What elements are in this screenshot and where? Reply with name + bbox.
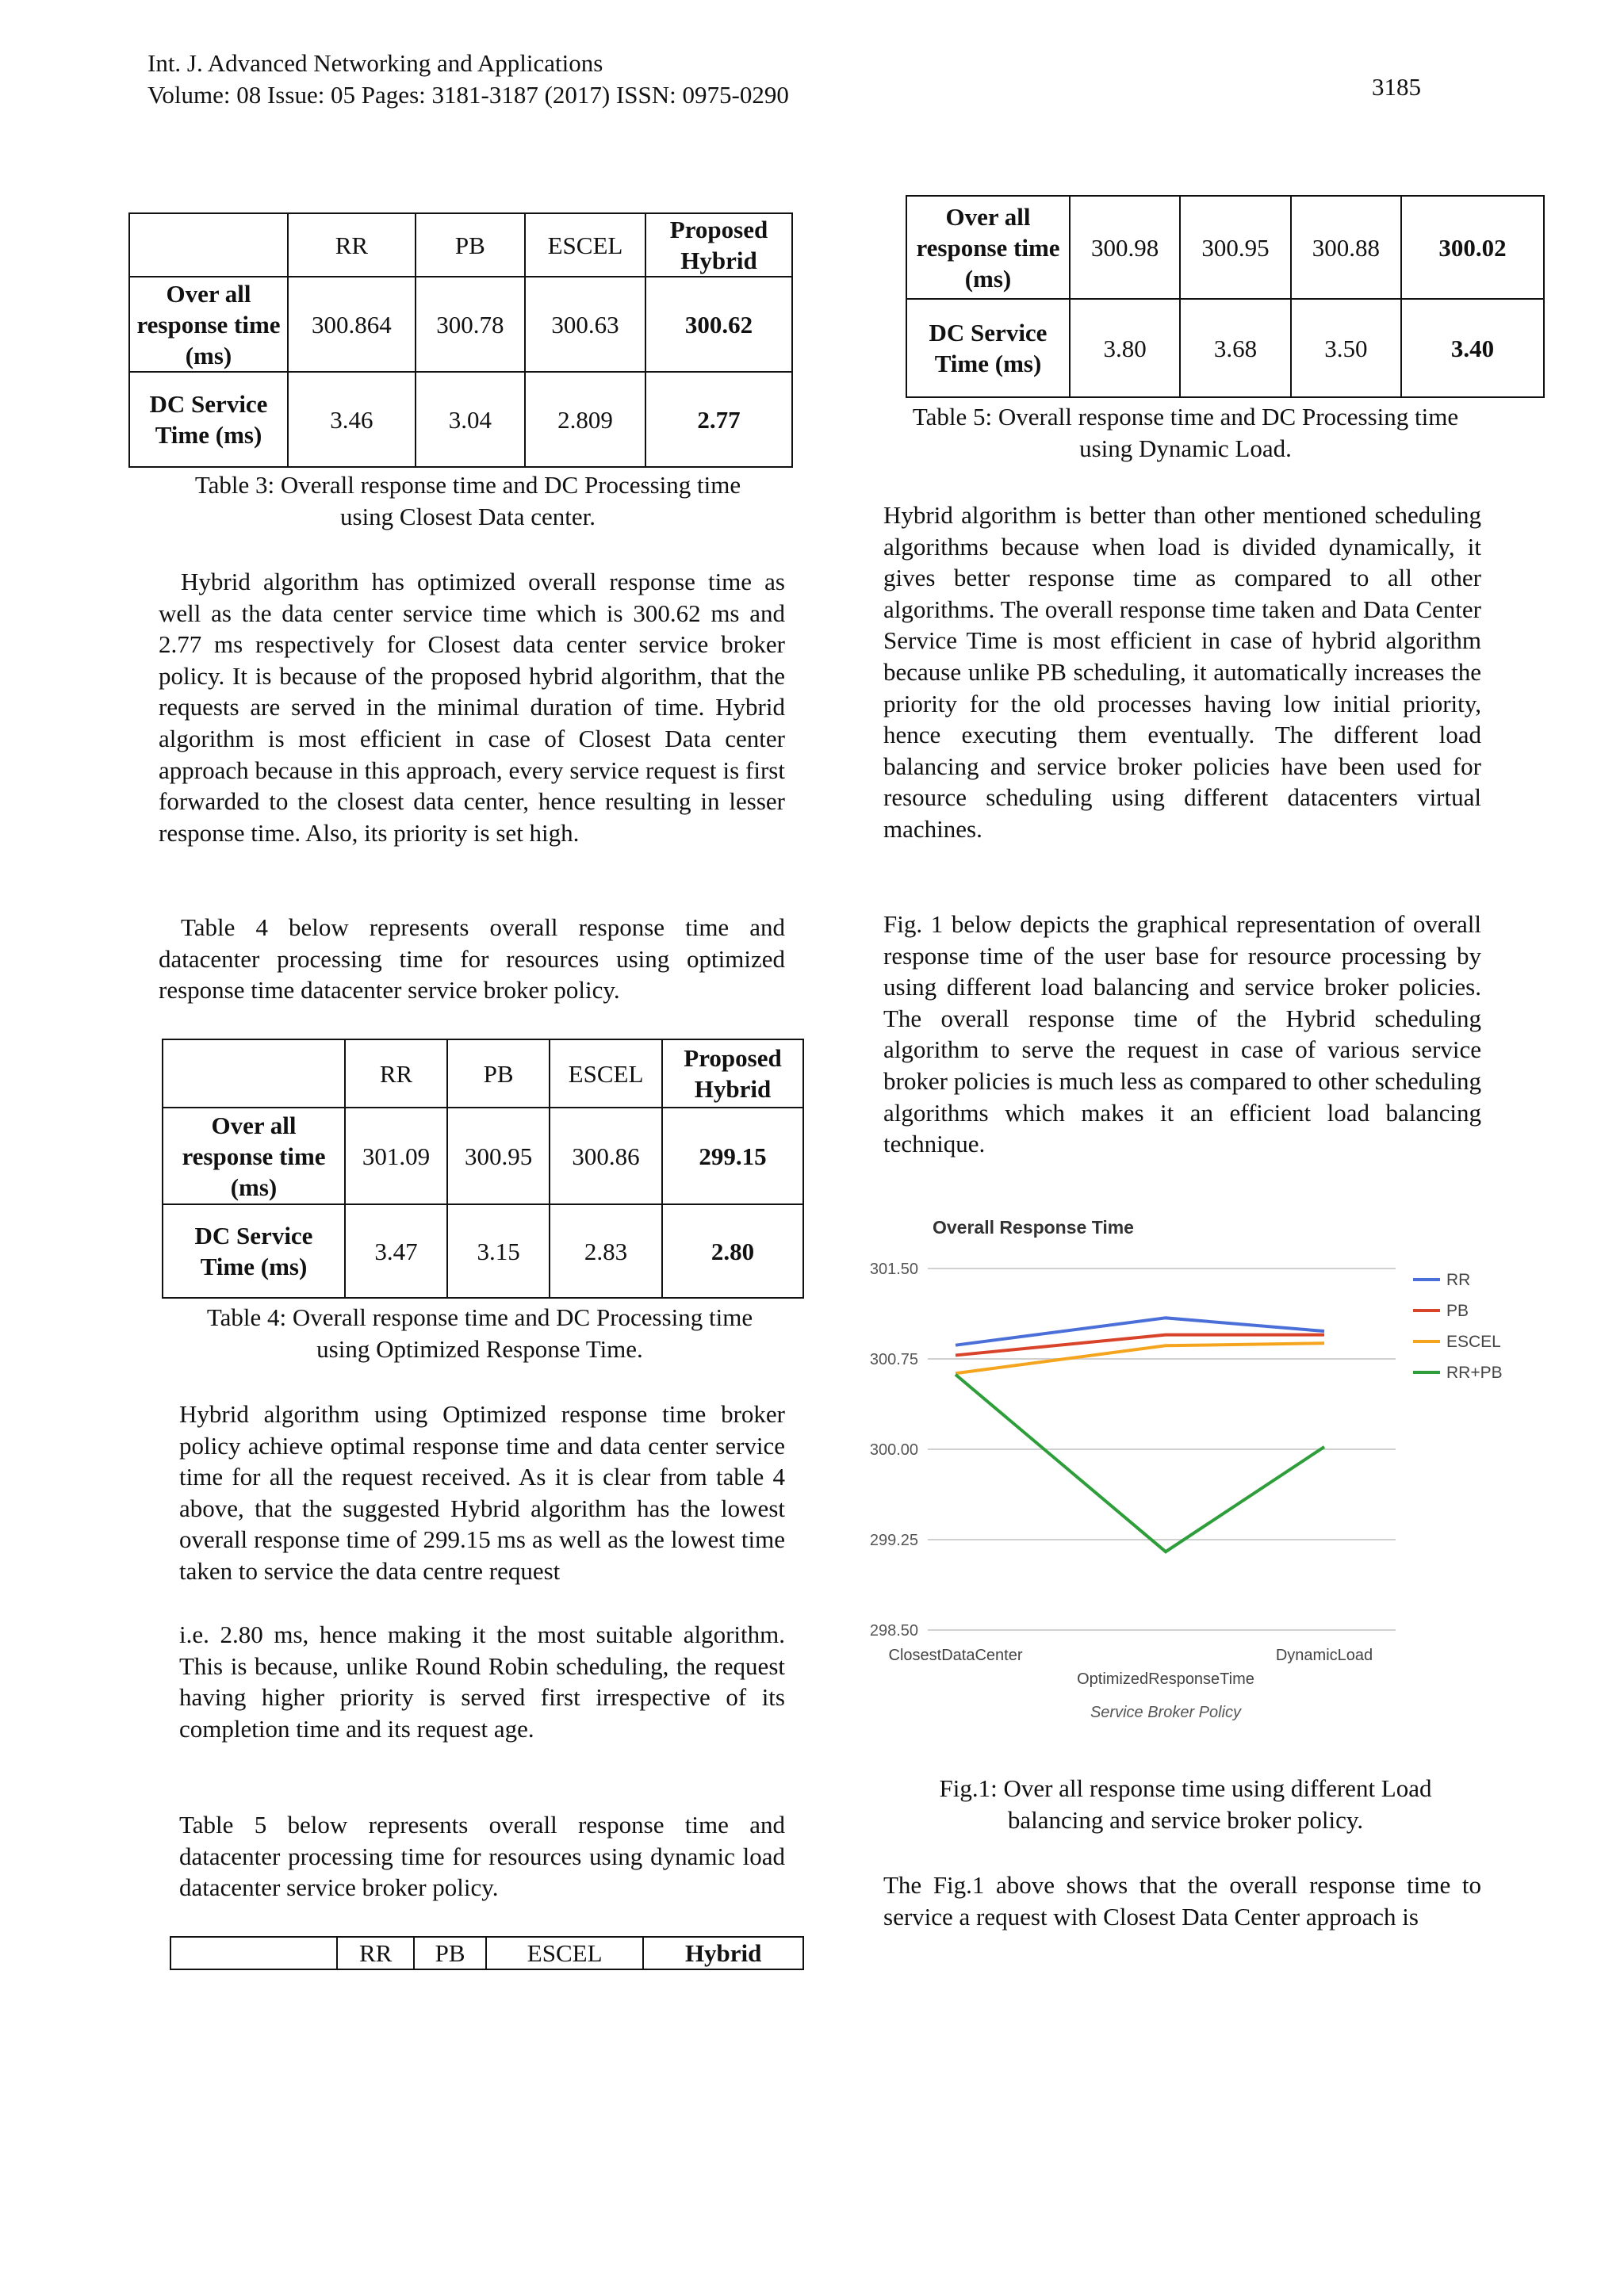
x-tick-label: OptimizedResponseTime (1077, 1670, 1254, 1688)
table-cell: 2.77 (645, 372, 792, 467)
x-tick-label: ClosestDataCenter (888, 1647, 1023, 1664)
legend-label: ESCEL (1446, 1333, 1501, 1351)
table-header: ESCEL (525, 213, 645, 277)
table-cell: 3.04 (416, 372, 525, 467)
row-label: DC Service Time (ms) (163, 1204, 345, 1298)
row-label: Over all response time (ms) (163, 1108, 345, 1204)
journal-volume: Volume: 08 Issue: 05 Pages: 3181-3187 (2017) ISSN: 0975-0290 (147, 81, 789, 109)
table-row (163, 1108, 803, 1204)
y-tick-label: 298.50 (869, 1622, 918, 1640)
table-row (906, 196, 1544, 299)
response-time-chart (841, 1205, 1538, 1744)
table-cell: 300.86 (550, 1108, 662, 1204)
series-line-rr-pb (956, 1375, 1324, 1552)
y-tick-label: 301.50 (869, 1261, 918, 1278)
row-label: Over all response time (ms) (129, 277, 288, 372)
x-tick-label: DynamicLoad (1275, 1647, 1373, 1664)
table-cell: 3.46 (288, 372, 416, 467)
table-header: PB (414, 1937, 486, 1969)
y-tick-label: 300.00 (869, 1441, 918, 1459)
paragraph: Hybrid algorithm is better than other mentioned scheduling algorithms because when load is divided dynamically, it gives better response time as compared to all other algorithms. The overall response time taken and Data Center Service Time is most efficient in case of hybrid algorithm because unlike PB scheduling, it automatically increases the priority for the old processes having low initial priority, hence executing them eventually. The different load balancing and service broker policies have been used for resource scheduling using different datacenters virtual machines. (883, 501, 1481, 843)
table-cell: 3.68 (1180, 299, 1290, 397)
x-axis-label: Service Broker Policy (1090, 1704, 1242, 1721)
legend-label: RR (1446, 1271, 1471, 1289)
paragraph: i.e. 2.80 ms, hence making it the most suitable algorithm. This is because, unlike Round Robin scheduling, the request having higher priority is served first irrespective of its completion time and its request age. (179, 1621, 785, 1743)
table-3 (128, 212, 793, 468)
page-number: 3185 (1372, 73, 1421, 101)
y-tick-label: 300.75 (869, 1351, 918, 1368)
table-cell: 3.40 (1401, 299, 1544, 397)
table-cell: 300.864 (288, 277, 416, 372)
paragraph: The Fig.1 above shows that the overall response time to service a request with Closest Data Center approach is (883, 1871, 1481, 1931)
table-header: ESCEL (550, 1039, 662, 1108)
table-header: ESCEL (486, 1937, 643, 1969)
table-row (129, 277, 792, 372)
table-cell: 300.62 (645, 277, 792, 372)
table-header: PB (447, 1039, 550, 1108)
table-cell: 301.09 (345, 1108, 447, 1204)
table-header: RR (288, 213, 416, 277)
table-cell: 300.98 (1070, 196, 1180, 299)
paragraph: Fig. 1 below depicts the graphical representation of overall response time of the user base for resource processing by using different load balancing and service broker policies. The overall response time of the Hybrid scheduling algorithm to serve the request in case of various service broker policies is much less as compared to other scheduling algorithms which makes it an efficient load balancing technique. (883, 910, 1481, 1158)
table-header: Proposed Hybrid (662, 1039, 803, 1108)
table-header: RR (337, 1937, 414, 1969)
table-cell: 300.95 (1180, 196, 1290, 299)
table-cell: 300.88 (1291, 196, 1401, 299)
table-cell: 2.809 (525, 372, 645, 467)
table-row (163, 1039, 803, 1108)
paragraph: Hybrid algorithm has optimized overall response time as well as the data center service time which is 300.62 ms and 2.77 ms respectively for Closest data center service broker policy. It is because of the proposed hybrid algorithm, that the requests are served in the minimal duration of time. Hybrid algorithm is most efficient in case of Closest Data center approach because in this approach, every service request is first forwarded to the closest data center, hence resulting in lesser response time. Also, its priority is set high. (159, 568, 785, 847)
table-cell: 3.15 (447, 1204, 550, 1298)
table-row (129, 213, 792, 277)
paragraph: Table 4 below represents overall response time and datacenter processing time for resources using optimized response time datacenter service broker policy. (159, 913, 785, 1004)
table-cell: 299.15 (662, 1108, 803, 1204)
table-cell: 300.78 (416, 277, 525, 372)
table-5-header (170, 1936, 804, 1970)
row-label: DC Service Time (ms) (906, 299, 1070, 397)
y-tick-label: 299.25 (869, 1532, 918, 1549)
table-5 (906, 195, 1545, 398)
table-row (163, 1204, 803, 1298)
table-4 (162, 1039, 804, 1299)
table-row (906, 299, 1544, 397)
table-cell: 3.47 (345, 1204, 447, 1298)
table-row (170, 1937, 803, 1969)
table-header: PB (416, 213, 525, 277)
table-cell: 2.80 (662, 1204, 803, 1298)
table-row (129, 372, 792, 467)
paragraph: Hybrid algorithm using Optimized response time broker policy achieve optimal response time and data center service time for all the request received. As it is clear from table 4 above, that the suggested Hybrid algorithm has the lowest overall response time of 299.15 ms as well as the lowest time taken to service the data centre request (179, 1400, 785, 1585)
table-header: Proposed Hybrid (645, 213, 792, 277)
row-label: DC Service Time (ms) (129, 372, 288, 467)
chart-title: Overall Response Time (933, 1217, 1134, 1238)
series-line-rr (956, 1318, 1324, 1345)
table-cell: 2.83 (550, 1204, 662, 1298)
table-cell: 3.50 (1291, 299, 1401, 397)
figure-caption: Fig.1: Over all response time using different Load balancing and service broker policy. (939, 1774, 1432, 1834)
table-3-caption: Table 3: Overall response time and DC Processing time using Closest Data center. (194, 471, 741, 530)
legend-label: PB (1446, 1302, 1469, 1320)
table-cell: 3.80 (1070, 299, 1180, 397)
table-cell: 300.95 (447, 1108, 550, 1204)
table-cell: 300.63 (525, 277, 645, 372)
table-header: RR (345, 1039, 447, 1108)
journal-title: Int. J. Advanced Networking and Applications (147, 49, 603, 77)
legend-label: RR+PB (1446, 1364, 1503, 1382)
paragraph: Table 5 below represents overall response time and datacenter processing time for resources using dynamic load datacenter service broker policy. (179, 1811, 785, 1902)
table-header: Hybrid (643, 1937, 803, 1969)
table-4-caption: Table 4: Overall response time and DC Processing time using Optimized Response Time. (206, 1303, 753, 1363)
table-cell: 300.02 (1401, 196, 1544, 299)
table-5-caption: Table 5: Overall response time and DC Processing time using Dynamic Load. (912, 403, 1459, 462)
journal-header (147, 48, 789, 111)
row-label: Over all response time (ms) (906, 196, 1070, 299)
